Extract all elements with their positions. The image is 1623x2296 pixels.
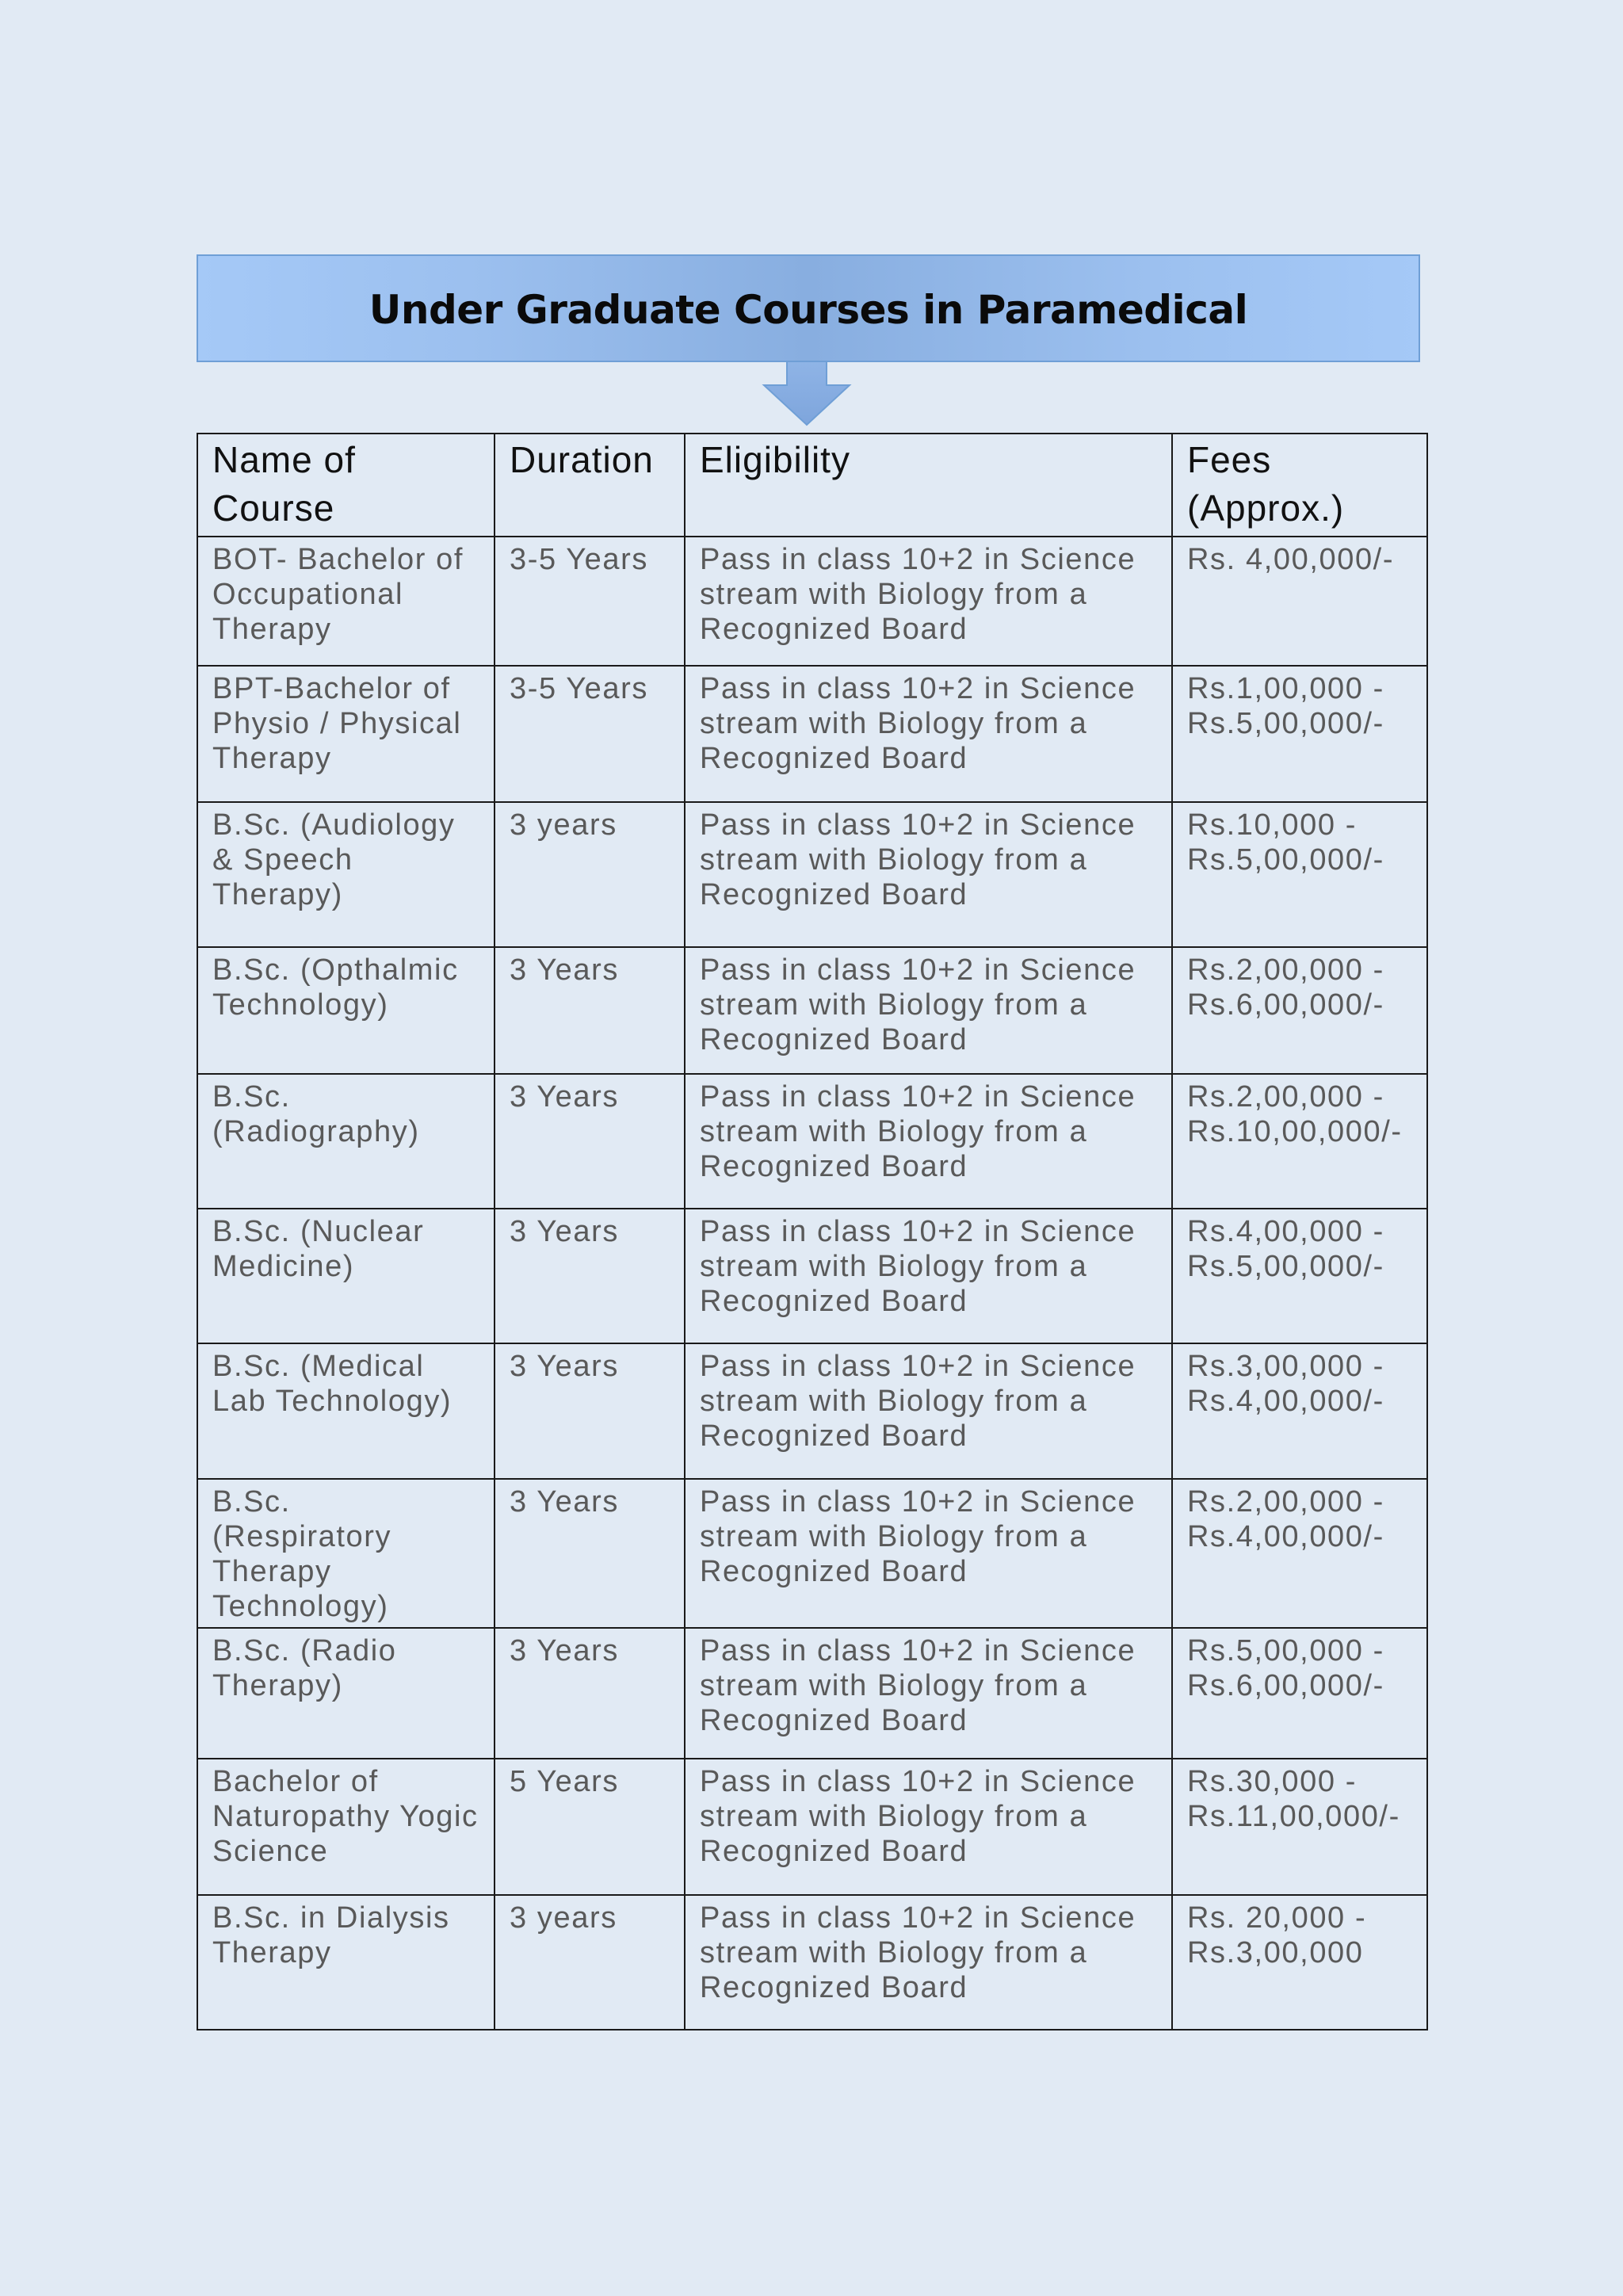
fees-cell: Rs.3,00,000 - Rs.4,00,000/- <box>1172 1343 1427 1479</box>
fees-cell: Rs.2,00,000 - Rs.4,00,000/- <box>1172 1479 1427 1628</box>
table-row <box>197 1628 1427 1759</box>
course-name-cell: B.Sc. (Nuclear Medicine) <box>197 1209 495 1343</box>
eligibility-cell: Pass in class 10+2 in Science stream with Biology from a Recognized Board <box>685 666 1172 802</box>
table-row <box>197 1209 1427 1343</box>
page-title: Under Graduate Courses in Paramedical <box>369 287 1248 333</box>
duration-cell: 3 Years <box>495 1074 685 1209</box>
table-row <box>197 1759 1427 1895</box>
title-banner <box>197 254 1420 362</box>
fees-cell: Rs.10,000 - Rs.5,00,000/- <box>1172 802 1427 947</box>
course-name-cell: B.Sc. (Radio Therapy) <box>197 1628 495 1759</box>
table-row <box>197 1343 1427 1479</box>
eligibility-cell: Pass in class 10+2 in Science stream with Biology from a Recognized Board <box>685 947 1172 1074</box>
down-arrow-icon <box>761 361 853 426</box>
course-name-cell: BOT- Bachelor of Occupational Therapy <box>197 537 495 666</box>
duration-cell: 3 years <box>495 802 685 947</box>
table-header-row <box>197 434 1427 537</box>
duration-cell: 5 Years <box>495 1759 685 1895</box>
table-row <box>197 1895 1427 2030</box>
duration-cell: 3-5 Years <box>495 666 685 802</box>
duration-cell: 3 Years <box>495 1479 685 1628</box>
courses-table <box>197 433 1428 2030</box>
duration-cell: 3 Years <box>495 1209 685 1343</box>
header-duration: Duration <box>495 434 685 537</box>
fees-cell: Rs. 4,00,000/- <box>1172 537 1427 666</box>
fees-cell: Rs.2,00,000 - Rs.6,00,000/- <box>1172 947 1427 1074</box>
table-row <box>197 1479 1427 1628</box>
eligibility-cell: Pass in class 10+2 in Science stream with Biology from a Recognized Board <box>685 802 1172 947</box>
eligibility-cell: Pass in class 10+2 in Science stream with Biology from a Recognized Board <box>685 1209 1172 1343</box>
duration-cell: 3-5 Years <box>495 537 685 666</box>
fees-cell: Rs.1,00,000 - Rs.5,00,000/- <box>1172 666 1427 802</box>
course-name-cell: B.Sc. (Audiology & Speech Therapy) <box>197 802 495 947</box>
course-name-cell: B.Sc. in Dialysis Therapy <box>197 1895 495 2030</box>
header-eligibility: Eligibility <box>685 434 1172 537</box>
duration-cell: 3 years <box>495 1895 685 2030</box>
course-name-cell: Bachelor of Naturopathy Yogic Science <box>197 1759 495 1895</box>
fees-cell: Rs.4,00,000 - Rs.5,00,000/- <box>1172 1209 1427 1343</box>
header-name-of-course: Name of Course <box>197 434 495 537</box>
fees-cell: Rs.2,00,000 - Rs.10,00,000/- <box>1172 1074 1427 1209</box>
table-row <box>197 537 1427 666</box>
course-name-cell: BPT-Bachelor of Physio / Physical Therapy <box>197 666 495 802</box>
course-name-cell: B.Sc. (Radiography) <box>197 1074 495 1209</box>
eligibility-cell: Pass in class 10+2 in Science stream with Biology from a Recognized Board <box>685 537 1172 666</box>
table-row <box>197 666 1427 802</box>
eligibility-cell: Pass in class 10+2 in Science stream with Biology from a Recognized Board <box>685 1628 1172 1759</box>
fees-cell: Rs.5,00,000 - Rs.6,00,000/- <box>1172 1628 1427 1759</box>
eligibility-cell: Pass in class 10+2 in Science stream with Biology from a Recognized Board <box>685 1074 1172 1209</box>
table-row <box>197 947 1427 1074</box>
header-fees: Fees (Approx.) <box>1172 434 1427 537</box>
eligibility-cell: Pass in class 10+2 in Science stream with Biology from a Recognized Board <box>685 1479 1172 1628</box>
duration-cell: 3 Years <box>495 1343 685 1479</box>
course-name-cell: B.Sc. (Opthalmic Technology) <box>197 947 495 1074</box>
duration-cell: 3 Years <box>495 947 685 1074</box>
duration-cell: 3 Years <box>495 1628 685 1759</box>
eligibility-cell: Pass in class 10+2 in Science stream with Biology from a Recognized Board <box>685 1895 1172 2030</box>
fees-cell: Rs.30,000 - Rs.11,00,000/- <box>1172 1759 1427 1895</box>
fees-cell: Rs. 20,000 - Rs.3,00,000 <box>1172 1895 1427 2030</box>
course-name-cell: B.Sc. (Medical Lab Technology) <box>197 1343 495 1479</box>
table-row <box>197 1074 1427 1209</box>
course-name-cell: B.Sc. (Respiratory Therapy Technology) <box>197 1479 495 1628</box>
eligibility-cell: Pass in class 10+2 in Science stream with Biology from a Recognized Board <box>685 1343 1172 1479</box>
table-row <box>197 802 1427 947</box>
eligibility-cell: Pass in class 10+2 in Science stream with Biology from a Recognized Board <box>685 1759 1172 1895</box>
